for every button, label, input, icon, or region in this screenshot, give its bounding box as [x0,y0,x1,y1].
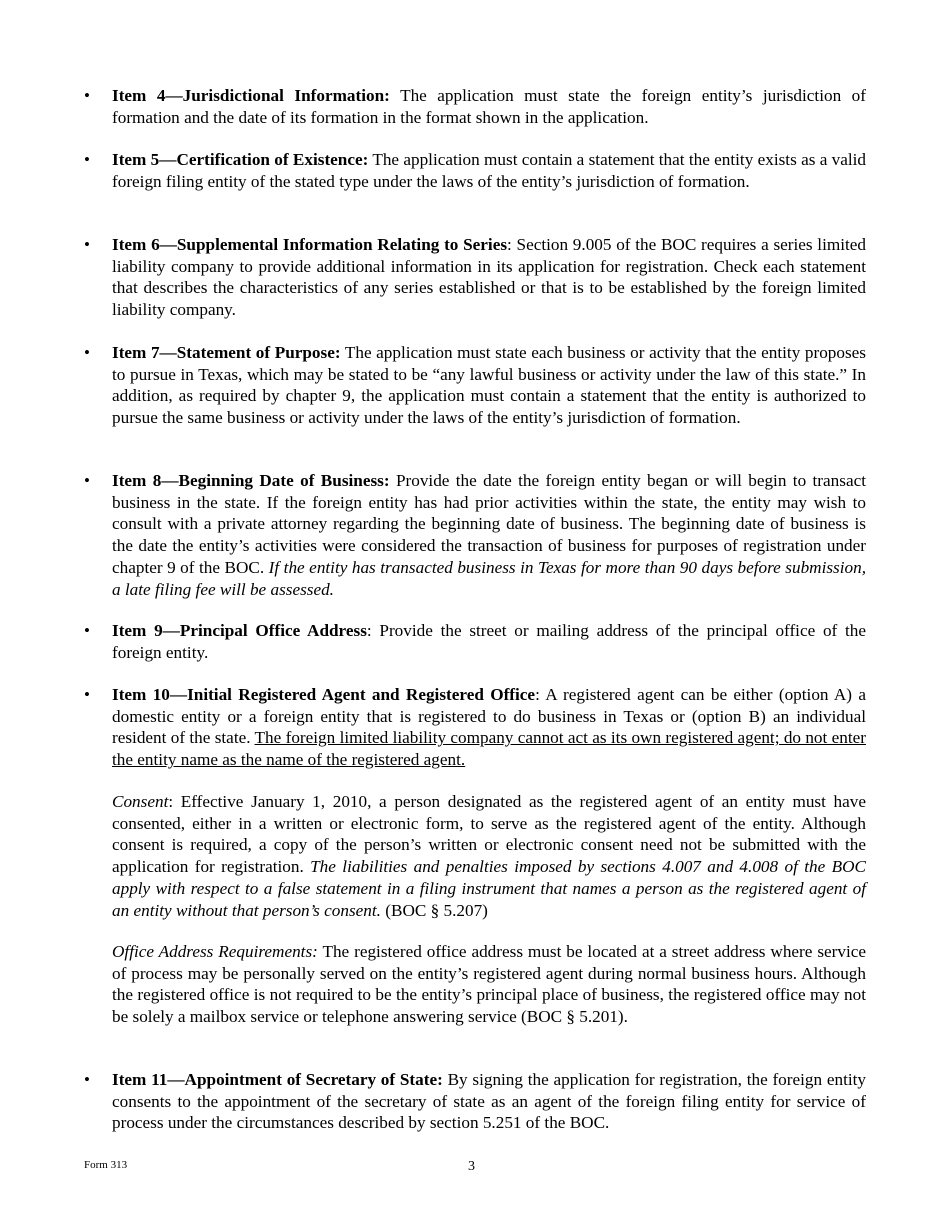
item-10-paragraph [112,684,866,771]
item-5-paragraph [112,149,866,192]
bullet: • [84,86,90,105]
bullet: • [84,343,90,362]
item-8-heading: Item 8—Beginning Date of Business: [112,471,390,490]
item-9-paragraph [112,620,866,663]
item-5-heading: Item 5—Certification of Existence: [112,150,369,169]
office-address-paragraph [112,941,866,1028]
consent-liability-note: The liabilities and penalties imposed by sections 4.007 and 4.008 of the BOC apply with respect to a false statement in a filing instrument that names a person as the registered agent of an entity without that person’s consent. [112,857,866,920]
item-4-paragraph [112,85,866,128]
item-7-paragraph [112,342,866,429]
item-4-heading: Item 4—Jurisdictional Information: [112,86,390,105]
item-10-text: : A registered agent can be either (option A) a domestic entity or a foreign entity that is registered to do business in Texas or (option B) an individual resident of the state. [112,685,866,748]
item-7-text: The application must state each business or activity that the entity proposes to pursue in Texas, which may be stated to be “any lawful business or activity under the law of this state.” In addition, as required by chapter 9, the application must contain a statement that the entity is authorized to pursue the same business or activity under the laws of the entity’s jurisdiction of formation. [112,343,866,428]
item-4-text: The application must state the foreign entity’s jurisdiction of formation and the date of its formation in the format shown in the application. [112,86,866,127]
bullet: • [84,685,90,704]
consent-paragraph [112,791,866,921]
item-6-heading: Item 6—Supplemental Information Relating to Series [112,235,508,254]
item-8-paragraph [112,470,866,600]
item-8-late-fee-note: If the entity has transacted business in Texas for more than 90 days before submission, a late filing fee will be assessed. [112,557,866,599]
item-11-paragraph [112,1069,866,1134]
bullet: • [84,471,90,490]
item-10-underlined-note: The foreign limited liability company cannot act as its own registered agent; do not enter the entity name as the name of the registered agent. [112,728,866,770]
item-9-heading: Item 9—Principal Office Address [112,621,367,640]
item-9-text: : Provide the street or mailing address of the principal office of the foreign entity. [112,621,866,662]
item-5-text: The application must contain a statement that the entity exists as a valid foreign filing entity of the stated type under the laws of the entity’s jurisdiction of formation. [112,150,866,191]
item-11-heading: Item 11—Appointment of Secretary of State: [112,1070,443,1089]
footer-page-number: 3 [468,1159,475,1174]
bullet: • [84,1070,90,1089]
bullet: • [84,150,90,169]
item-6-text: : Section 9.005 of the BOC requires a series limited liability company to provide additional information in its application for registration. Check each statement that describes the characteristics of any series established or that is to be established by the foreign limited liability company. [112,235,866,320]
footer-form-number: Form 313 [84,1159,128,1171]
item-10-heading: Item 10—Initial Registered Agent and Registered Office [112,685,536,704]
item-7-heading: Item 7—Statement of Purpose: [112,343,341,362]
item-11-text: By signing the application for registration, the foreign entity consents to the appointment of the secretary of state as an agent of the foreign filing entity for service of process under the circumstances described by section 5.251 of the BOC. [112,1070,866,1133]
bullet: • [84,235,90,254]
consent-text: : Effective January 1, 2010, a person designated as the registered agent of an entity must have consented, either in a written or electronic form, to serve as the registered agent of the entity. Although consent is required, a copy of the person’s written or electronic consent need not be submitted with the application for registration. [112,792,866,877]
bullet: • [84,621,90,640]
office-address-label: Office Address Requirements: [112,942,318,961]
consent-citation: (BOC § 5.207) [380,900,488,920]
item-6-paragraph [112,234,866,321]
consent-label: Consent [112,792,169,811]
item-8-text: Provide the date the foreign entity began or will begin to transact business in the state. If the foreign entity has had prior activities within the state, the entity may wish to consult with a private attorney regarding the beginning date of business. The beginning date of business is the date the entity’s activities were considered the transaction of business for purposes of registration under chapter 9 of the BOC. [112,471,866,577]
office-address-text: The registered office address must be located at a street address where service of process may be personally served on the entity’s registered agent during normal business hours. Although the registered office is not required to be the entity’s principal place of business, the registered office may not be solely a mailbox service or telephone answering service (BOC § 5.201). [112,942,866,1027]
